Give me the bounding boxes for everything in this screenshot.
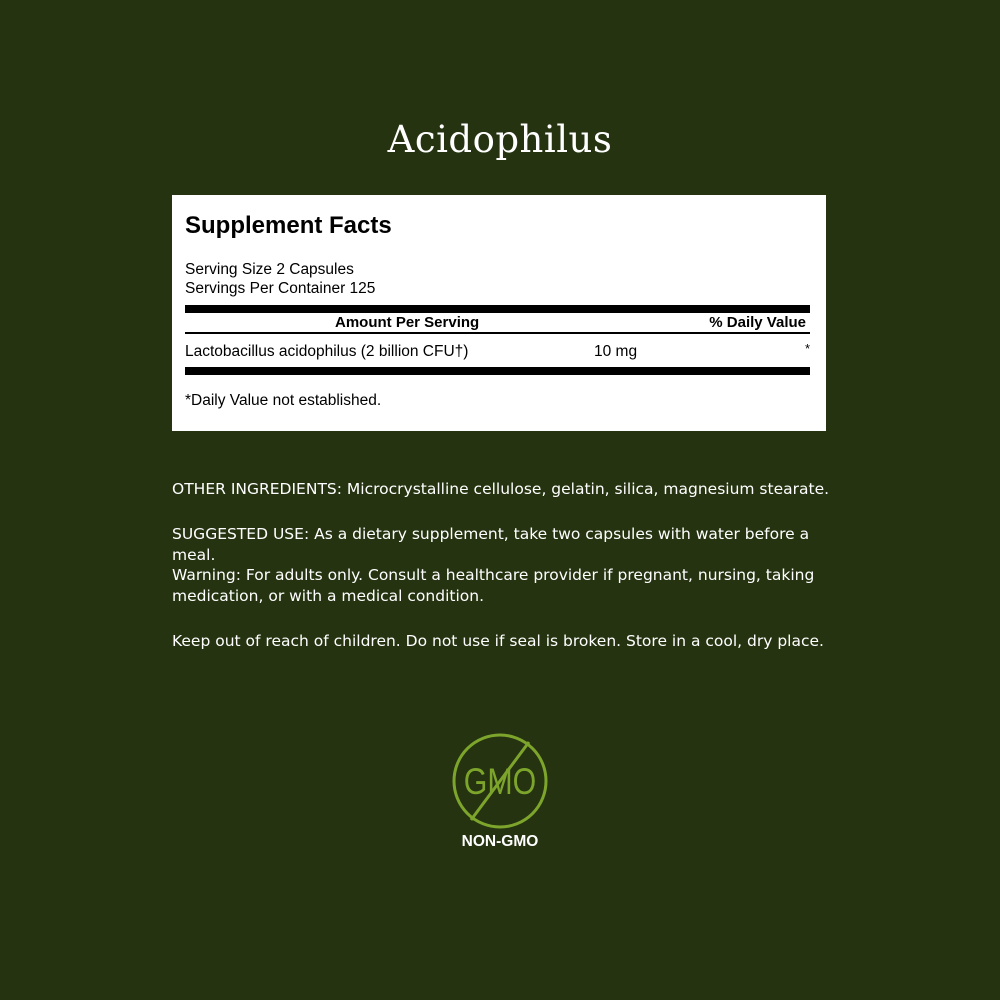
divider-thick-top [185,305,810,313]
amount-per-serving-header: Amount Per Serving [335,314,480,331]
servings-per-container: Servings Per Container 125 [185,280,376,297]
supplement-facts-title: Supplement Facts [185,212,392,239]
non-gmo-icon-text: GMO [463,761,537,803]
non-gmo-icon [449,730,551,832]
other-ingredients-text: OTHER INGREDIENTS: Microcrystalline cellulose, gelatin, silica, magnesium stearate. [172,479,830,498]
ingredient-name: Lactobacillus acidophilus (2 billion CFU†) [185,343,469,360]
daily-value-header: % Daily Value [709,314,806,331]
storage-text: Keep out of reach of children. Do not use if seal is broken. Store in a cool, dry place. [172,631,824,650]
divider-thin [185,332,810,334]
supplement-facts-panel [172,195,826,431]
suggested-use-text: SUGGESTED USE: As a dietary supplement, take two capsules with water before a meal. [172,524,810,564]
serving-size: Serving Size 2 Capsules [185,261,354,278]
product-title: Acidophilus [387,117,613,161]
divider-thick-bottom [185,367,810,375]
warning-text: Warning: For adults only. Consult a healthcare provider if pregnant, nursing, taking medication, or with a medical condition. [172,565,815,605]
non-gmo-label: NON-GMO [461,833,539,850]
ingredient-amount: 10 mg [594,343,638,360]
ingredient-daily-value: * [804,341,810,356]
daily-value-footnote: *Daily Value not established. [185,392,382,409]
